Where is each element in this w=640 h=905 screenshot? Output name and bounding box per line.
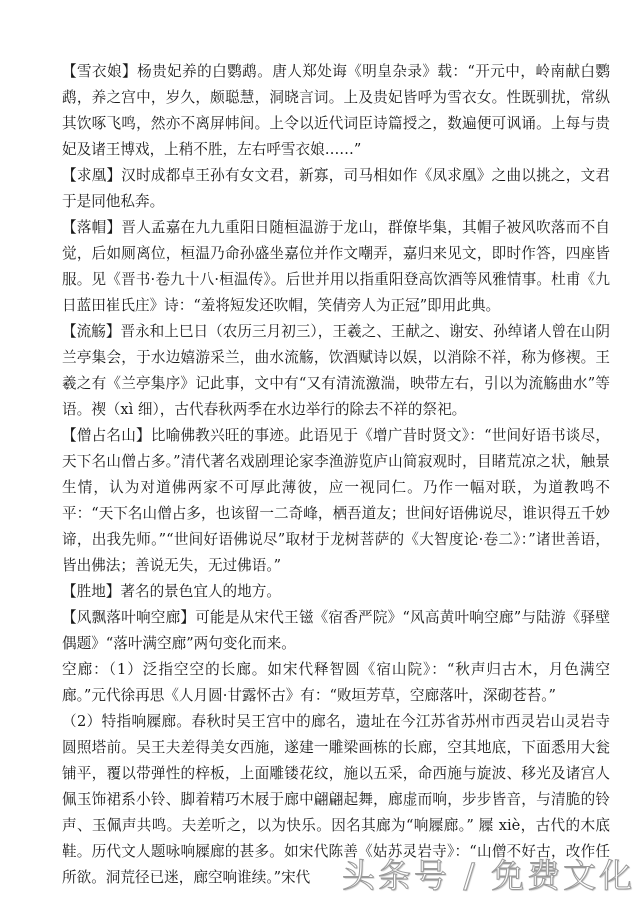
entry-liushang [62, 319, 610, 423]
entry-term: 【僧占名山】 [62, 427, 151, 444]
entry-text: （2）特指响屧廊。春秋时吴王宫中的廊名，遗址在今江苏省苏州市西灵岩山灵岩寺圆照塔前。吴王夫差得美女西施，遂建一雕梁画栋的长廊，空其地底，下面悉用大瓮铺平，覆以带弹性的梓板，上面雕镂花纹，施以五采，命西施与旋波、移光及诸宫人佩玉饰裙系小铃、脚着精巧木屐于廊中翩翩起舞，廊虚而响，步步皆音，与清脆的铃声、玉佩声共鸣。夫差听之，以为快乐。因名其廊为“响屧廊。” 屧 xiè，古代的木底鞋。历代文人题咏响屧廊的甚多。如宋代陈善《姑苏灵岩寺》：“山僧不好古，改作任所欲。洞荒径已迷，廊空响谁续。”宋代 [62, 713, 610, 886]
entry-text: 晋人孟嘉在九九重阳日随桓温游于龙山，群僚毕集，其帽子被风吹落而不自觉，后如厕离位，桓温乃命孙盛坐嘉位并作文嘲弄，嘉归来见文，即时作答，四座皆服。见《晋书·卷九十八·桓温传》。后世并用以指重阳登高饮酒等风雅情事。杜甫《九日蓝田崔氏庄》诗：“羞将短发还吹帽，笑倩旁人为正冠”即用此典。 [62, 219, 610, 314]
entry-text: 晋永和上巳日（农历三月初三），王羲之、王献之、谢安、孙绰诸人曾在山阴兰亭集会，于水边嬉游采兰，曲水流觞，饮酒赋诗以娱，以消除不祥，称为修禊。王羲之有《兰亭集序》记此事，文中有“又有清流激湍，映带左右，引以为流觞曲水”等语。禊（xì 细），古代春秋两季在水边举行的除去不祥的祭祀。 [62, 323, 610, 418]
entry-text: 比喻佛教兴旺的事迹。此语见于《增广昔时贤文》：“世间好语书谈尽，天下名山僧占多。”清代著名戏剧理论家李渔游览庐山简寂观时，目睹荒凉之状，触景生情，认为对道佛两家不可厚此薄彼，应一视同仁。乃作一幅对联，为道教鸣不平：“天下名山僧占多，也该留一二奇峰，栖吾道友；世间好语佛说尽，谁识得五千妙谛，出我先师。”“世间好语佛说尽”取材于龙树菩萨的《大智度论·卷二》：”诸世善语，皆出佛法；善说无失，无过佛语。” [62, 427, 610, 574]
entry-text: 可能是从宋代王镃《宿香严院》“风高黄叶响空廊”与陆游《驿壁偶题》“落叶满空廊”两句变化而来。 [62, 609, 610, 652]
entry-shengdi [62, 579, 610, 605]
entry-term: 【流觞】 [62, 323, 121, 340]
document-body [62, 59, 610, 891]
entry-qiuhuang [62, 163, 610, 215]
entry-term: 【落帽】 [62, 219, 122, 236]
entry-sengzhanmingshan [62, 423, 610, 579]
watermark: 头条号 / 免费文化 [342, 856, 636, 895]
entry-xueyiniang [62, 59, 610, 163]
entry-term: 【雪衣娘】 [62, 63, 138, 80]
entry-fengpiao [62, 605, 610, 657]
entry-konglang-1 [62, 657, 610, 709]
entry-text: 汉时成都卓王孙有女文君，新寡，司马相如作《凤求凰》之曲以挑之，文君于是同他私奔。 [62, 167, 610, 210]
entry-text: 空廊：（1）泛指空空的长廊。如宋代释智圆《宿山院》：“秋声归古木，月色满空廊。”元代徐再思《人月圆·甘露怀古》有：“败垣芳草，空廊落叶，深砌苍苔。” [62, 661, 610, 704]
entry-luomao [62, 215, 610, 319]
entry-term: 【胜地】 [62, 583, 121, 600]
entry-term: 【风飘落叶响空廊】 [62, 609, 196, 626]
entry-term: 【求凰】 [62, 167, 122, 184]
entry-text: 杨贵妃养的白鹦鹉。唐人郑处诲《明皇杂录》载：“开元中，岭南献白鹦鹉，养之宫中，岁久，颇聪慧，洞晓言词。上及贵妃皆呼为雪衣女。性既驯扰，常纵其饮啄飞鸣，然亦不离屏帏间。上令以近代词臣诗篇授之，数遍便可讽诵。上每与贵妃及诸王博戏，上稍不胜，左右呼雪衣娘……” [62, 63, 610, 158]
entry-text: 著名的景色宜人的地方。 [120, 583, 281, 600]
